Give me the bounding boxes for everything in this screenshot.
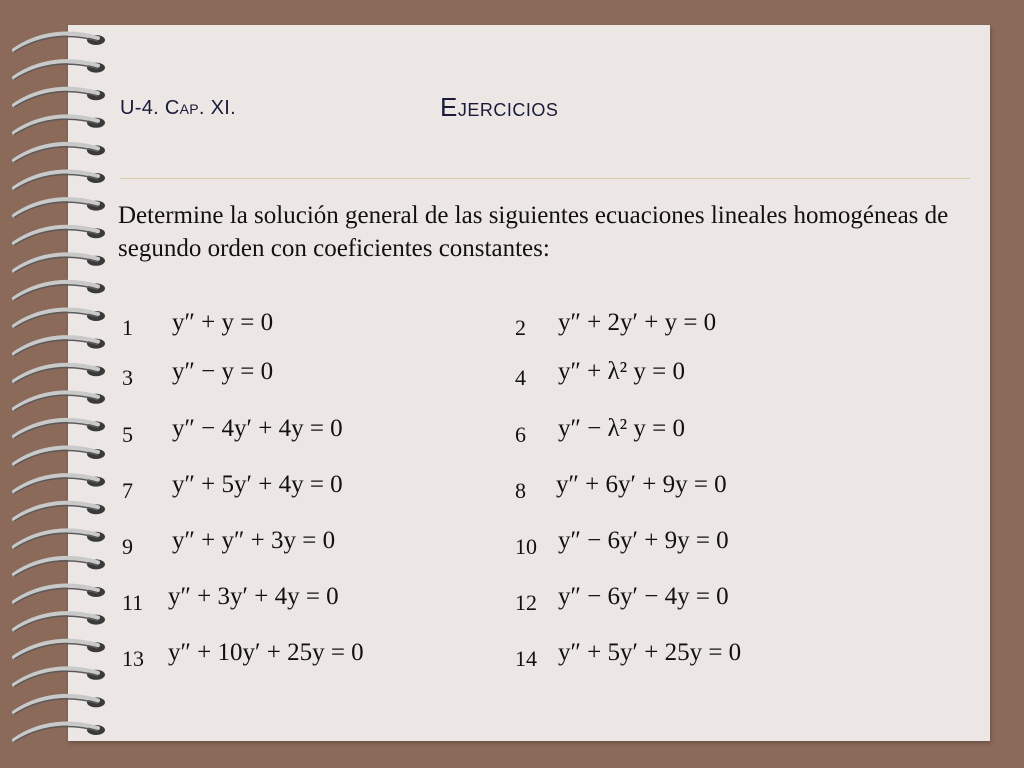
- exercise-equation: y″ + y″ + 3y = 0: [172, 527, 336, 554]
- exercise-number: 12: [515, 590, 537, 615]
- spiral-coil-shadow: [14, 726, 98, 742]
- exercise-number: 8: [515, 478, 526, 503]
- spiral-coil: [14, 475, 98, 491]
- spiral-coil: [14, 392, 98, 408]
- exercise-equation: y″ + λ² y = 0: [558, 358, 685, 385]
- spiral-coil-shadow: [14, 312, 98, 328]
- exercise-number: 1: [122, 315, 133, 340]
- spiral-coil: [14, 34, 98, 50]
- header-divider: [120, 178, 970, 179]
- exercise-equation: y″ + y = 0: [172, 309, 274, 336]
- spiral-coil: [14, 227, 98, 243]
- spiral-coil: [14, 641, 98, 657]
- spiral-coil-shadow: [14, 423, 98, 439]
- spiral-coil: [14, 282, 98, 298]
- spiral-coil-shadow: [14, 36, 98, 52]
- exercise-equation: y″ − λ² y = 0: [558, 415, 685, 442]
- spiral-coil: [14, 89, 98, 105]
- exercise-equation: y″ − 6y′ + 9y = 0: [558, 527, 729, 554]
- spiral-coil-shadow: [14, 478, 98, 494]
- exercise-equation: y″ + 5y′ + 4y = 0: [172, 471, 343, 498]
- spiral-coil-shadow: [14, 561, 98, 577]
- spiral-coil-shadow: [14, 506, 98, 522]
- spiral-coil-shadow: [14, 147, 98, 163]
- spiral-coil: [14, 116, 98, 132]
- exercise-number: 11: [122, 590, 144, 615]
- spiral-coil: [14, 144, 98, 160]
- exercise-equation: y″ + 2y′ + y = 0: [558, 309, 717, 336]
- spiral-coil-shadow: [14, 671, 98, 687]
- page-title: Ejercicios: [440, 92, 559, 122]
- spiral-coil: [14, 172, 98, 188]
- spiral-coil-shadow: [14, 64, 98, 80]
- spiral-coil-shadow: [14, 285, 98, 301]
- spiral-coil: [14, 724, 98, 740]
- spiral-coil: [14, 199, 98, 215]
- spiral-coil: [14, 668, 98, 684]
- spiral-coil: [14, 337, 98, 353]
- spiral-coil: [14, 503, 98, 519]
- spiral-coil: [14, 254, 98, 270]
- spiral-coil-shadow: [14, 533, 98, 549]
- spiral-coil-shadow: [14, 699, 98, 715]
- spiral-coil: [14, 613, 98, 629]
- spiral-coil-shadow: [14, 368, 98, 384]
- spiral-binding-icon: [0, 0, 120, 768]
- spiral-coil: [14, 586, 98, 602]
- spiral-coil-shadow: [14, 644, 98, 660]
- exercise-number: 2: [515, 315, 526, 340]
- spiral-coil: [14, 365, 98, 381]
- unit-label: U-4. Cap. XI.: [120, 97, 236, 119]
- spiral-coil-shadow: [14, 616, 98, 632]
- spiral-coil-shadow: [14, 174, 98, 190]
- exercise-number: 4: [515, 365, 526, 390]
- exercise-equation: y″ − y = 0: [172, 358, 274, 385]
- exercise-number: 13: [122, 646, 144, 671]
- exercise-equation: y″ + 10y′ + 25y = 0: [168, 639, 364, 666]
- spiral-coil-shadow: [14, 92, 98, 108]
- exercise-number: 3: [122, 365, 133, 390]
- exercise-number: 14: [515, 646, 537, 671]
- spiral-coil-shadow: [14, 395, 98, 411]
- instruction-text: Determine la solución general de las siguientes ecuaciones lineales homogéneas de segundo orden con coeficientes constantes:: [118, 202, 949, 262]
- exercise-number: 9: [122, 534, 133, 559]
- exercise-number: 10: [515, 534, 537, 559]
- spiral-coil-shadow: [14, 202, 98, 218]
- exercise-equation: y″ + 3y′ + 4y = 0: [168, 583, 339, 610]
- spiral-coil: [14, 558, 98, 574]
- spiral-coil: [14, 448, 98, 464]
- spiral-coil: [14, 310, 98, 326]
- spiral-coil: [14, 61, 98, 77]
- spiral-coil: [14, 420, 98, 436]
- exercise-equation: y″ − 4y′ + 4y = 0: [172, 415, 343, 442]
- spiral-coil-shadow: [14, 588, 98, 604]
- spiral-coil-shadow: [14, 340, 98, 356]
- exercise-number: 7: [122, 478, 133, 503]
- exercise-equation: y″ + 5y′ + 25y = 0: [558, 639, 742, 666]
- spiral-coil-shadow: [14, 230, 98, 246]
- spiral-coil: [14, 530, 98, 546]
- exercise-equation: y″ − 6y′ − 4y = 0: [558, 583, 729, 610]
- exercise-number: 6: [515, 422, 526, 447]
- exercise-number: 5: [122, 422, 133, 447]
- spiral-coil-shadow: [14, 119, 98, 135]
- spiral-coil: [14, 696, 98, 712]
- spiral-coil-shadow: [14, 450, 98, 466]
- spiral-coil-shadow: [14, 257, 98, 273]
- exercise-equation: y″ + 6y′ + 9y = 0: [556, 471, 727, 498]
